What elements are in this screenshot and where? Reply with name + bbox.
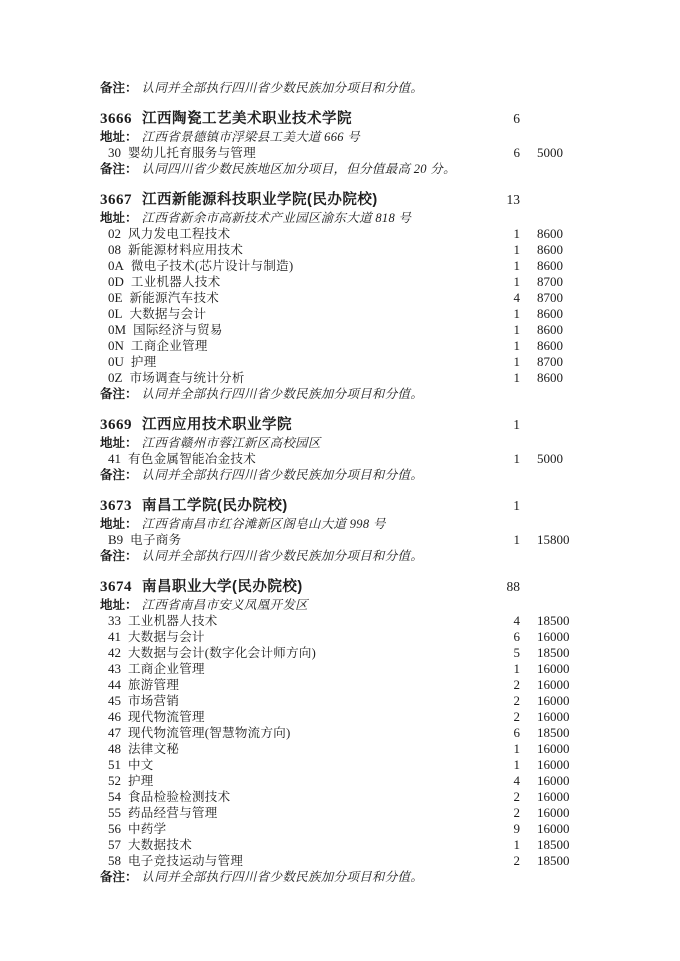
major-quota: 5 bbox=[513, 645, 520, 660]
major-code: 02 bbox=[108, 226, 121, 241]
major-quota: 4 bbox=[513, 290, 520, 305]
major-tuition: 16000 bbox=[537, 629, 570, 644]
address-row bbox=[100, 516, 566, 532]
document-content bbox=[100, 80, 570, 885]
major-quota: 1 bbox=[513, 258, 520, 273]
school-code: 3669 bbox=[100, 417, 132, 433]
school-code: 3666 bbox=[100, 111, 132, 127]
major-row bbox=[100, 338, 566, 354]
note-text: 认同并全部执行四川省少数民族加分项目和分值。 bbox=[141, 549, 424, 563]
major-code: 48 bbox=[108, 741, 121, 756]
major-name: 现代物流管理(智慧物流方向) bbox=[128, 726, 291, 740]
major-quota: 2 bbox=[513, 805, 520, 820]
school-header-row bbox=[100, 496, 566, 516]
major-quota: 6 bbox=[513, 725, 520, 740]
major-quota: 1 bbox=[513, 661, 520, 676]
major-name: 电子竞技运动与管理 bbox=[128, 854, 244, 868]
major-code: 58 bbox=[108, 853, 121, 868]
address-row bbox=[100, 210, 566, 226]
major-tuition: 15800 bbox=[537, 532, 570, 547]
major-quota: 4 bbox=[513, 773, 520, 788]
major-code: 55 bbox=[108, 805, 121, 820]
major-code: 44 bbox=[108, 677, 121, 692]
school-section bbox=[100, 496, 570, 564]
major-code: 0N bbox=[108, 338, 124, 353]
major-code: 56 bbox=[108, 821, 121, 836]
school-header-row bbox=[100, 415, 566, 435]
note-row bbox=[100, 161, 566, 177]
major-name: 有色金属智能冶金技术 bbox=[128, 452, 257, 466]
school-code: 3674 bbox=[100, 579, 132, 595]
major-quota: 6 bbox=[513, 629, 520, 644]
major-list bbox=[100, 226, 566, 386]
major-quota: 9 bbox=[513, 821, 520, 836]
major-name: 新能源汽车技术 bbox=[129, 291, 220, 305]
note-row bbox=[100, 386, 566, 402]
major-name: 工商企业管理 bbox=[130, 339, 208, 353]
major-name: 婴幼儿托育服务与管理 bbox=[128, 146, 257, 160]
address-text: 江西省赣州市蓉江新区高校园区 bbox=[141, 436, 321, 450]
major-code: 45 bbox=[108, 693, 121, 708]
major-row bbox=[100, 354, 566, 370]
major-row bbox=[100, 258, 566, 274]
major-name: 大数据与会计 bbox=[128, 630, 205, 644]
major-name: 工商企业管理 bbox=[128, 662, 205, 676]
major-code: 0E bbox=[108, 290, 123, 305]
major-tuition: 18500 bbox=[537, 853, 570, 868]
major-row bbox=[100, 532, 570, 548]
address-label: 地址： bbox=[100, 130, 138, 144]
major-quota: 1 bbox=[513, 532, 520, 547]
major-code: 0A bbox=[108, 258, 124, 273]
major-name: 食品检验检测技术 bbox=[128, 790, 231, 804]
major-tuition: 16000 bbox=[537, 757, 570, 772]
school-name: 江西新能源科技职业学院(民办院校) bbox=[142, 192, 378, 208]
major-code: 41 bbox=[108, 451, 121, 466]
major-row bbox=[100, 661, 570, 677]
note-label: 备注： bbox=[100, 549, 138, 563]
school-total-quota: 6 bbox=[513, 111, 520, 126]
major-tuition: 16000 bbox=[537, 709, 570, 724]
major-quota: 1 bbox=[513, 370, 520, 385]
major-tuition: 16000 bbox=[537, 773, 570, 788]
major-row bbox=[100, 370, 566, 386]
major-name: 大数据技术 bbox=[128, 838, 193, 852]
major-tuition: 8600 bbox=[537, 226, 563, 241]
address-row bbox=[100, 435, 566, 451]
note-row bbox=[100, 80, 566, 96]
major-quota: 2 bbox=[513, 677, 520, 692]
major-name: 新能源材料应用技术 bbox=[128, 243, 244, 257]
note-label: 备注： bbox=[100, 162, 138, 176]
major-row bbox=[100, 290, 566, 306]
major-name: 工业机器人技术 bbox=[128, 614, 218, 628]
major-code: 33 bbox=[108, 613, 121, 628]
major-row bbox=[100, 709, 570, 725]
major-row bbox=[100, 242, 566, 258]
major-name: 国际经济与贸易 bbox=[133, 323, 223, 337]
major-code: 41 bbox=[108, 629, 121, 644]
major-tuition: 16000 bbox=[537, 805, 570, 820]
major-code: 52 bbox=[108, 773, 121, 788]
major-tuition: 8700 bbox=[537, 354, 563, 369]
school-code: 3667 bbox=[100, 192, 132, 208]
address-label: 地址： bbox=[100, 598, 138, 612]
address-label: 地址： bbox=[100, 436, 138, 450]
note-text: 认同并全部执行四川省少数民族加分项目和分值。 bbox=[141, 468, 424, 482]
major-code: 0D bbox=[108, 274, 124, 289]
major-tuition: 18500 bbox=[537, 837, 570, 852]
major-quota: 1 bbox=[513, 306, 520, 321]
major-code: 30 bbox=[108, 145, 121, 160]
major-code: 0L bbox=[108, 306, 123, 321]
major-row bbox=[100, 805, 570, 821]
major-row bbox=[100, 725, 570, 741]
note-text: 认同并全部执行四川省少数民族加分项目和分值。 bbox=[141, 870, 424, 884]
major-code: 51 bbox=[108, 757, 121, 772]
major-code: 47 bbox=[108, 725, 121, 740]
major-quota: 2 bbox=[513, 693, 520, 708]
major-code: 43 bbox=[108, 661, 121, 676]
major-name: 市场营销 bbox=[128, 694, 180, 708]
school-section bbox=[100, 109, 566, 177]
major-quota: 1 bbox=[513, 451, 520, 466]
major-quota: 1 bbox=[513, 322, 520, 337]
major-tuition: 18500 bbox=[537, 645, 570, 660]
major-row bbox=[100, 451, 566, 467]
note-label: 备注： bbox=[100, 81, 138, 95]
major-tuition: 18500 bbox=[537, 613, 570, 628]
major-name: 中文 bbox=[128, 758, 154, 772]
major-tuition: 8600 bbox=[537, 370, 563, 385]
major-row bbox=[100, 322, 566, 338]
major-code: 0Z bbox=[108, 370, 123, 385]
address-text: 江西省南昌市红谷滩新区阁皂山大道 998 号 bbox=[141, 517, 386, 531]
major-quota: 2 bbox=[513, 853, 520, 868]
major-name: 风力发电工程技术 bbox=[128, 227, 231, 241]
major-code: 54 bbox=[108, 789, 121, 804]
major-row bbox=[100, 613, 570, 629]
school-total-quota: 88 bbox=[506, 579, 520, 594]
address-text: 江西省南昌市安义凤凰开发区 bbox=[141, 598, 308, 612]
major-code: 0M bbox=[108, 322, 127, 337]
major-tuition: 18500 bbox=[537, 725, 570, 740]
major-row bbox=[100, 741, 570, 757]
major-name: 中药学 bbox=[128, 822, 167, 836]
school-section bbox=[100, 577, 570, 885]
major-tuition: 16000 bbox=[537, 677, 570, 692]
major-tuition: 16000 bbox=[537, 661, 570, 676]
major-tuition: 8600 bbox=[537, 322, 563, 337]
major-tuition: 8600 bbox=[537, 242, 563, 257]
major-name: 现代物流管理 bbox=[128, 710, 205, 724]
major-row bbox=[100, 757, 570, 773]
major-tuition: 8700 bbox=[537, 274, 563, 289]
major-row bbox=[100, 789, 570, 805]
major-tuition: 8700 bbox=[537, 290, 563, 305]
major-name: 护理 bbox=[128, 774, 154, 788]
school-section bbox=[100, 415, 566, 483]
address-text: 江西省新余市高新技术产业园区渝东大道 818 号 bbox=[141, 211, 412, 225]
address-label: 地址： bbox=[100, 517, 138, 531]
major-list bbox=[100, 613, 570, 869]
major-row bbox=[100, 677, 570, 693]
major-code: 46 bbox=[108, 709, 121, 724]
major-name: 电子商务 bbox=[130, 533, 182, 547]
major-quota: 1 bbox=[513, 242, 520, 257]
major-quota: 4 bbox=[513, 613, 520, 628]
major-tuition: 16000 bbox=[537, 693, 570, 708]
school-total-quota: 1 bbox=[513, 417, 520, 432]
note-row bbox=[100, 467, 566, 483]
major-quota: 1 bbox=[513, 741, 520, 756]
major-quota: 2 bbox=[513, 789, 520, 804]
major-code: B9 bbox=[108, 532, 124, 547]
major-name: 法律文秘 bbox=[128, 742, 180, 756]
major-tuition: 5000 bbox=[537, 451, 563, 466]
school-code: 3673 bbox=[100, 498, 132, 514]
major-quota: 1 bbox=[513, 354, 520, 369]
major-quota: 2 bbox=[513, 709, 520, 724]
school-name: 南昌工学院(民办院校) bbox=[142, 498, 288, 514]
major-row bbox=[100, 306, 566, 322]
school-total-quota: 1 bbox=[513, 498, 520, 513]
major-code: 08 bbox=[108, 242, 121, 257]
note-text: 认同并全部执行四川省少数民族加分项目和分值。 bbox=[141, 387, 424, 401]
note-label: 备注： bbox=[100, 870, 138, 884]
major-name: 药品经营与管理 bbox=[128, 806, 218, 820]
major-row bbox=[100, 821, 570, 837]
school-name: 江西应用技术职业学院 bbox=[142, 417, 292, 433]
major-tuition: 8600 bbox=[537, 258, 563, 273]
major-row bbox=[100, 645, 570, 661]
major-row bbox=[100, 853, 570, 869]
address-row bbox=[100, 597, 566, 613]
major-row bbox=[100, 629, 570, 645]
major-quota: 1 bbox=[513, 226, 520, 241]
major-row bbox=[100, 145, 566, 161]
note-row bbox=[100, 869, 566, 885]
note-row bbox=[100, 548, 566, 564]
major-quota: 1 bbox=[513, 837, 520, 852]
address-text: 江西省景德镇市浮梁县工美大道 666 号 bbox=[141, 130, 361, 144]
note-label: 备注： bbox=[100, 387, 138, 401]
school-header-row bbox=[100, 109, 566, 129]
major-quota: 1 bbox=[513, 338, 520, 353]
address-label: 地址： bbox=[100, 211, 138, 225]
note-text: 认同四川省少数民族地区加分项目，但分值最高 20 分。 bbox=[141, 162, 456, 176]
major-code: 42 bbox=[108, 645, 121, 660]
major-quota: 1 bbox=[513, 274, 520, 289]
major-quota: 1 bbox=[513, 757, 520, 772]
school-name: 南昌职业大学(民办院校) bbox=[142, 579, 303, 595]
address-row bbox=[100, 129, 566, 145]
school-total-quota: 13 bbox=[506, 192, 520, 207]
major-name: 大数据与会计 bbox=[129, 307, 207, 321]
school-section bbox=[100, 190, 566, 402]
major-tuition: 16000 bbox=[537, 821, 570, 836]
major-row bbox=[100, 226, 566, 242]
major-code: 57 bbox=[108, 837, 121, 852]
school-name: 江西陶瓷工艺美术职业技术学院 bbox=[142, 111, 352, 127]
school-header-row bbox=[100, 577, 566, 597]
major-tuition: 5000 bbox=[537, 145, 563, 160]
major-row bbox=[100, 837, 570, 853]
major-name: 市场调查与统计分析 bbox=[129, 371, 245, 385]
major-name: 旅游管理 bbox=[128, 678, 180, 692]
major-list bbox=[100, 145, 566, 161]
note-text: 认同并全部执行四川省少数民族加分项目和分值。 bbox=[141, 81, 424, 95]
major-row bbox=[100, 274, 566, 290]
major-quota: 6 bbox=[513, 145, 520, 160]
major-list bbox=[100, 451, 566, 467]
major-name: 大数据与会计(数字化会计师方向) bbox=[128, 646, 317, 660]
major-code: 0U bbox=[108, 354, 124, 369]
school-header-row bbox=[100, 190, 566, 210]
major-tuition: 16000 bbox=[537, 741, 570, 756]
major-name: 护理 bbox=[130, 355, 157, 369]
major-tuition: 8600 bbox=[537, 338, 563, 353]
major-name: 工业机器人技术 bbox=[130, 275, 221, 289]
major-list bbox=[100, 532, 570, 548]
school-section bbox=[100, 80, 566, 96]
major-row bbox=[100, 773, 570, 789]
note-label: 备注： bbox=[100, 468, 138, 482]
major-name: 微电子技术(芯片设计与制造) bbox=[130, 259, 294, 273]
major-tuition: 16000 bbox=[537, 789, 570, 804]
major-row bbox=[100, 693, 570, 709]
major-tuition: 8600 bbox=[537, 306, 563, 321]
